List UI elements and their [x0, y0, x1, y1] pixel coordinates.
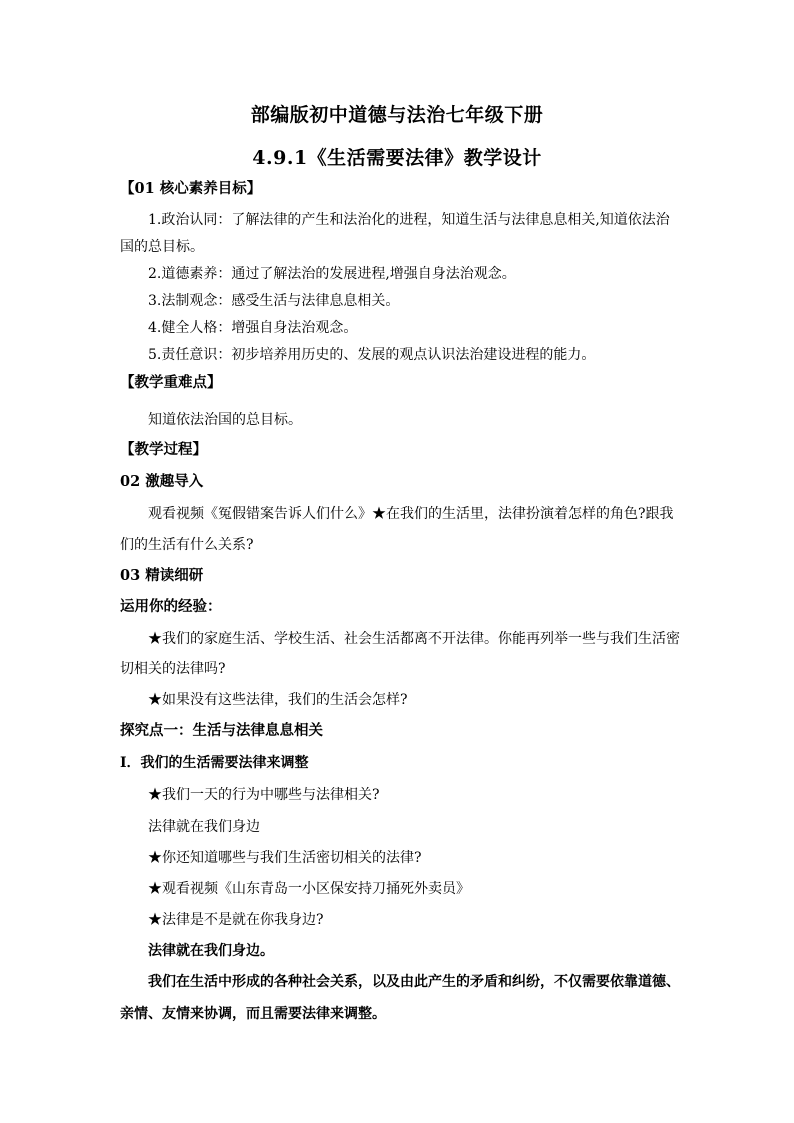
experience-heading: 运用你的经验： [120, 598, 222, 615]
question-2: ★你还知道哪些与我们生活密切相关的法律? [148, 850, 422, 866]
experience-line-3: ★如果没有这些法律，我们的生活会怎样? [148, 692, 408, 708]
explore-subheading: Ⅰ．我们的生活需要法律来调整 [120, 755, 309, 771]
goal-item-5: 5.责任意识：初步培养用历史的、发展的观点认识法治建设进程的能力。 [148, 347, 596, 363]
goal-item-2: 2.道德素养：通过了解法治的发展进程,增强自身法治观念。 [148, 266, 516, 282]
key-points-text: 知道依法治国的总目标。 [148, 412, 302, 428]
section-heading-goals: 【01 核心素养目标】 [120, 180, 262, 197]
experience-line-2: 切相关的法律吗? [120, 661, 226, 677]
explore-heading: 探究点一：生活与法律息息相关 [120, 722, 323, 739]
experience-line-1: ★我们的家庭生活、学校生活、社会生活都离不开法律。你能再列举一些与我们生活密 [148, 631, 680, 647]
question-3: ★观看视频《山东青岛一小区保安持刀捅死外卖员》 [148, 881, 470, 897]
question-4: ★法律是不是就在你我身边? [148, 912, 324, 928]
paragraph-line-1: 我们在生活中形成的各种社会关系，以及由此产生的矛盾和纠纷，不仅需要依靠道德、 [148, 974, 680, 990]
intro-line-1: 观看视频《冤假错案告诉人们什么》★在我们的生活里，法律扮演着怎样的角色?跟我 [148, 506, 674, 522]
goal-item-3: 3.法制观念：感受生活与法律息息相关。 [148, 293, 400, 309]
document-title: 部编版初中道德与法治七年级下册 [250, 104, 544, 126]
study-heading: 03 精读细研 [120, 567, 204, 584]
question-1: ★我们一天的行为中哪些与法律相关? [148, 787, 380, 803]
answer-1: 法律就在我们身边 [148, 819, 260, 835]
section-heading-key-points: 【教学重难点】 [120, 374, 222, 391]
conclusion: 法律就在我们身边。 [148, 943, 274, 959]
section-heading-process: 【教学过程】 [120, 441, 207, 458]
intro-line-2: 们的生活有什么关系? [120, 537, 254, 553]
goal-item-1-line-1: 1.政治认同：了解法律的产生和法治化的进程，知道生活与法律息息相关,知道依法治 [148, 212, 670, 228]
document-subtitle: 4.9.1《生活需要法律》教学设计 [252, 147, 542, 169]
paragraph-line-2: 亲情、友情来协调，而且需要法律来调整。 [120, 1006, 386, 1022]
intro-heading: 02 激趣导入 [120, 473, 204, 490]
goal-item-1-line-2: 国的总目标。 [120, 239, 204, 255]
goal-item-4: 4.健全人格：增强自身法治观念。 [148, 320, 358, 336]
